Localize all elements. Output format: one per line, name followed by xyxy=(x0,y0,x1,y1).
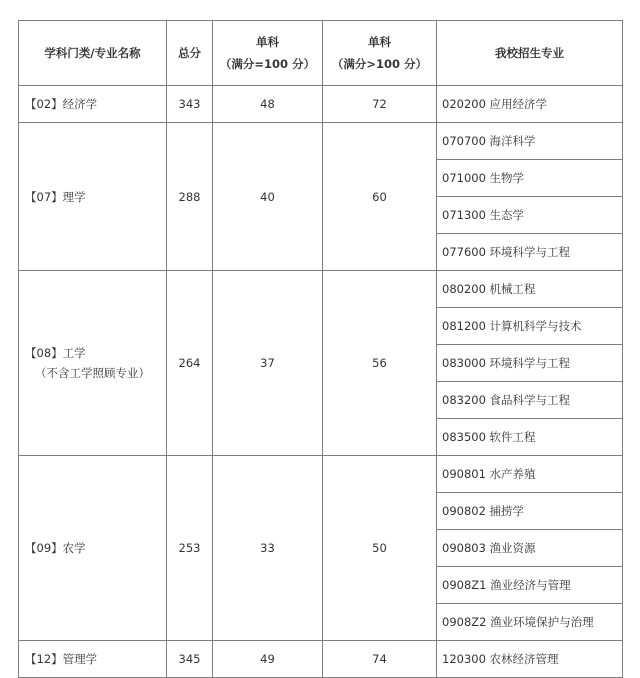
major-cell: 071000 生物学 xyxy=(437,160,623,197)
major-cell: 083000 环境科学与工程 xyxy=(437,345,623,382)
category-cell xyxy=(19,641,167,678)
major-cell: 120300 农林经济管理 xyxy=(437,641,623,678)
total-cell: 343 xyxy=(167,86,213,123)
category-name: 【07】理学 xyxy=(25,189,86,204)
table-row xyxy=(19,641,623,678)
single-100-cell: 48 xyxy=(213,86,323,123)
category-name: 【12】管理学 xyxy=(25,652,98,666)
total-cell: 288 xyxy=(167,123,213,271)
major-cell: 071300 生态学 xyxy=(437,197,623,234)
table-row xyxy=(19,123,623,160)
category-name: 【02】经济学 xyxy=(25,97,98,111)
major-cell: 083200 食品科学与工程 xyxy=(437,382,623,419)
major-cell: 070700 海洋科学 xyxy=(437,123,623,160)
major-cell: 077600 环境科学与工程 xyxy=(437,234,623,271)
table-row xyxy=(19,86,623,123)
major-cell: 090802 捕捞学 xyxy=(437,493,623,530)
score-table xyxy=(18,20,623,678)
major-cell: 020200 应用经济学 xyxy=(437,86,623,123)
category-cell xyxy=(19,456,167,641)
category-cell xyxy=(19,86,167,123)
major-cell: 083500 软件工程 xyxy=(437,419,623,456)
table-row xyxy=(19,271,623,308)
header-total: 总分 xyxy=(167,21,213,86)
single-100-cell: 33 xyxy=(213,456,323,641)
table-row xyxy=(19,456,623,493)
header-single-100-title: 单科 xyxy=(256,35,279,49)
major-cell: 081200 计算机科学与技术 xyxy=(437,308,623,345)
total-cell: 345 xyxy=(167,641,213,678)
single-over100-cell: 60 xyxy=(323,123,437,271)
header-single-over100-title: 单科 xyxy=(368,35,391,49)
total-cell: 253 xyxy=(167,456,213,641)
single-100-cell: 37 xyxy=(213,271,323,456)
major-cell: 090801 水产养殖 xyxy=(437,456,623,493)
category-cell xyxy=(19,123,167,271)
single-100-cell: 49 xyxy=(213,641,323,678)
single-over100-cell: 56 xyxy=(323,271,437,456)
header-row xyxy=(19,21,623,86)
category-name: 【08】工学 xyxy=(25,346,86,360)
header-single-over100-sub: （满分>100 分） xyxy=(331,57,428,71)
single-over100-cell: 50 xyxy=(323,456,437,641)
single-over100-cell: 74 xyxy=(323,641,437,678)
header-category: 学科门类/专业名称 xyxy=(19,21,167,86)
header-single-over100 xyxy=(323,21,437,86)
category-note: （不含工学照顾专业） xyxy=(35,366,150,380)
total-cell: 264 xyxy=(167,271,213,456)
major-cell: 0908Z2 渔业环境保护与治理 xyxy=(437,604,623,641)
single-over100-cell: 72 xyxy=(323,86,437,123)
category-name: 【09】农学 xyxy=(25,541,86,555)
major-cell: 090803 渔业资源 xyxy=(437,530,623,567)
single-100-cell: 40 xyxy=(213,123,323,271)
header-single-100 xyxy=(213,21,323,86)
header-majors: 我校招生专业 xyxy=(437,21,623,86)
header-single-100-sub: （满分=100 分） xyxy=(219,57,316,71)
major-cell: 0908Z1 渔业经济与管理 xyxy=(437,567,623,604)
category-cell xyxy=(19,271,167,456)
major-cell: 080200 机械工程 xyxy=(437,271,623,308)
